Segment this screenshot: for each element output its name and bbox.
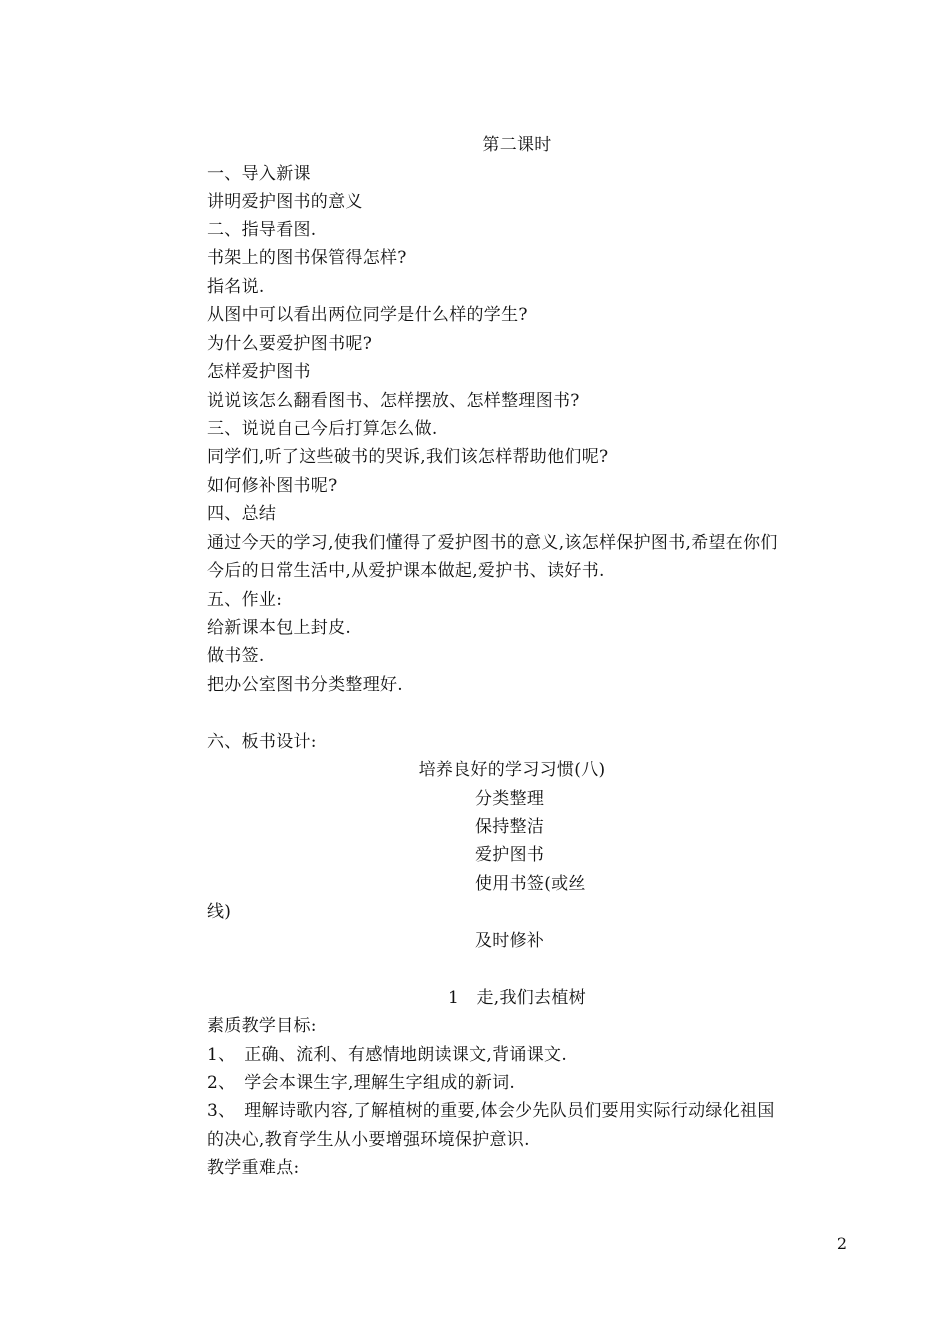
text-line: 讲明爱护图书的意义 — [207, 192, 363, 212]
goal-item: 2、 学会本课生字,理解生字组成的新词. — [207, 1073, 516, 1093]
text-line: 给新课本包上封皮. — [207, 618, 352, 638]
text-line: 为什么要爱护图书呢? — [207, 334, 373, 354]
page-number: 2 — [836, 1234, 847, 1253]
text-line: 说说该怎么翻看图书、怎样摆放、怎样整理图书? — [207, 391, 580, 411]
text-line: 做书签. — [207, 646, 265, 666]
goals-heading: 素质教学目标: — [207, 1016, 317, 1036]
board-title: 培养良好的学习习惯(八) — [418, 760, 606, 780]
text-line: 如何修补图书呢? — [207, 476, 338, 496]
key-points-heading: 教学重难点: — [207, 1158, 300, 1178]
board-item: 保持整洁 — [475, 817, 545, 837]
text-line: 指名说. — [207, 277, 265, 297]
text-line: 书架上的图书保管得怎样? — [207, 248, 407, 268]
next-lesson-title: 1 走,我们去植树 — [448, 988, 586, 1008]
goal-item-cont: 的决心,教育学生从小要增强环境保护意识. — [207, 1130, 530, 1150]
text-line: 通过今天的学习,使我们懂得了爱护图书的意义,该怎样保护图书,希望在你们 — [207, 533, 778, 553]
goal-item: 1、 正确、流利、有感情地朗读课文,背诵课文. — [207, 1045, 568, 1065]
text-line: 同学们,听了这些破书的哭诉,我们该怎样帮助他们呢? — [207, 447, 609, 467]
board-item: 及时修补 — [475, 931, 545, 951]
board-heading: 六、板书设计: — [207, 732, 317, 752]
text-line: 五、作业: — [207, 590, 283, 610]
text-line: 一、导入新课 — [207, 164, 311, 184]
board-item: 爱护图书 — [475, 845, 545, 865]
board-item-wrap: 线) — [207, 902, 232, 922]
board-item: 使用书签(或丝 — [475, 874, 586, 894]
text-line: 今后的日常生活中,从爱护课本做起,爱护书、读好书. — [207, 561, 605, 581]
goal-item: 3、 理解诗歌内容,了解植树的重要,体会少先队员们要用实际行动绿化祖国 — [207, 1101, 775, 1121]
text-line: 怎样爱护图书 — [207, 362, 311, 382]
board-item: 分类整理 — [475, 789, 545, 809]
lesson-title: 第二课时 — [482, 135, 552, 155]
text-line: 从图中可以看出两位同学是什么样的学生? — [207, 305, 528, 325]
text-line: 二、指导看图. — [207, 220, 317, 240]
text-line: 四、总结 — [207, 504, 277, 524]
text-line: 把办公室图书分类整理好. — [207, 675, 404, 695]
text-line: 三、说说自己今后打算怎么做. — [207, 419, 438, 439]
